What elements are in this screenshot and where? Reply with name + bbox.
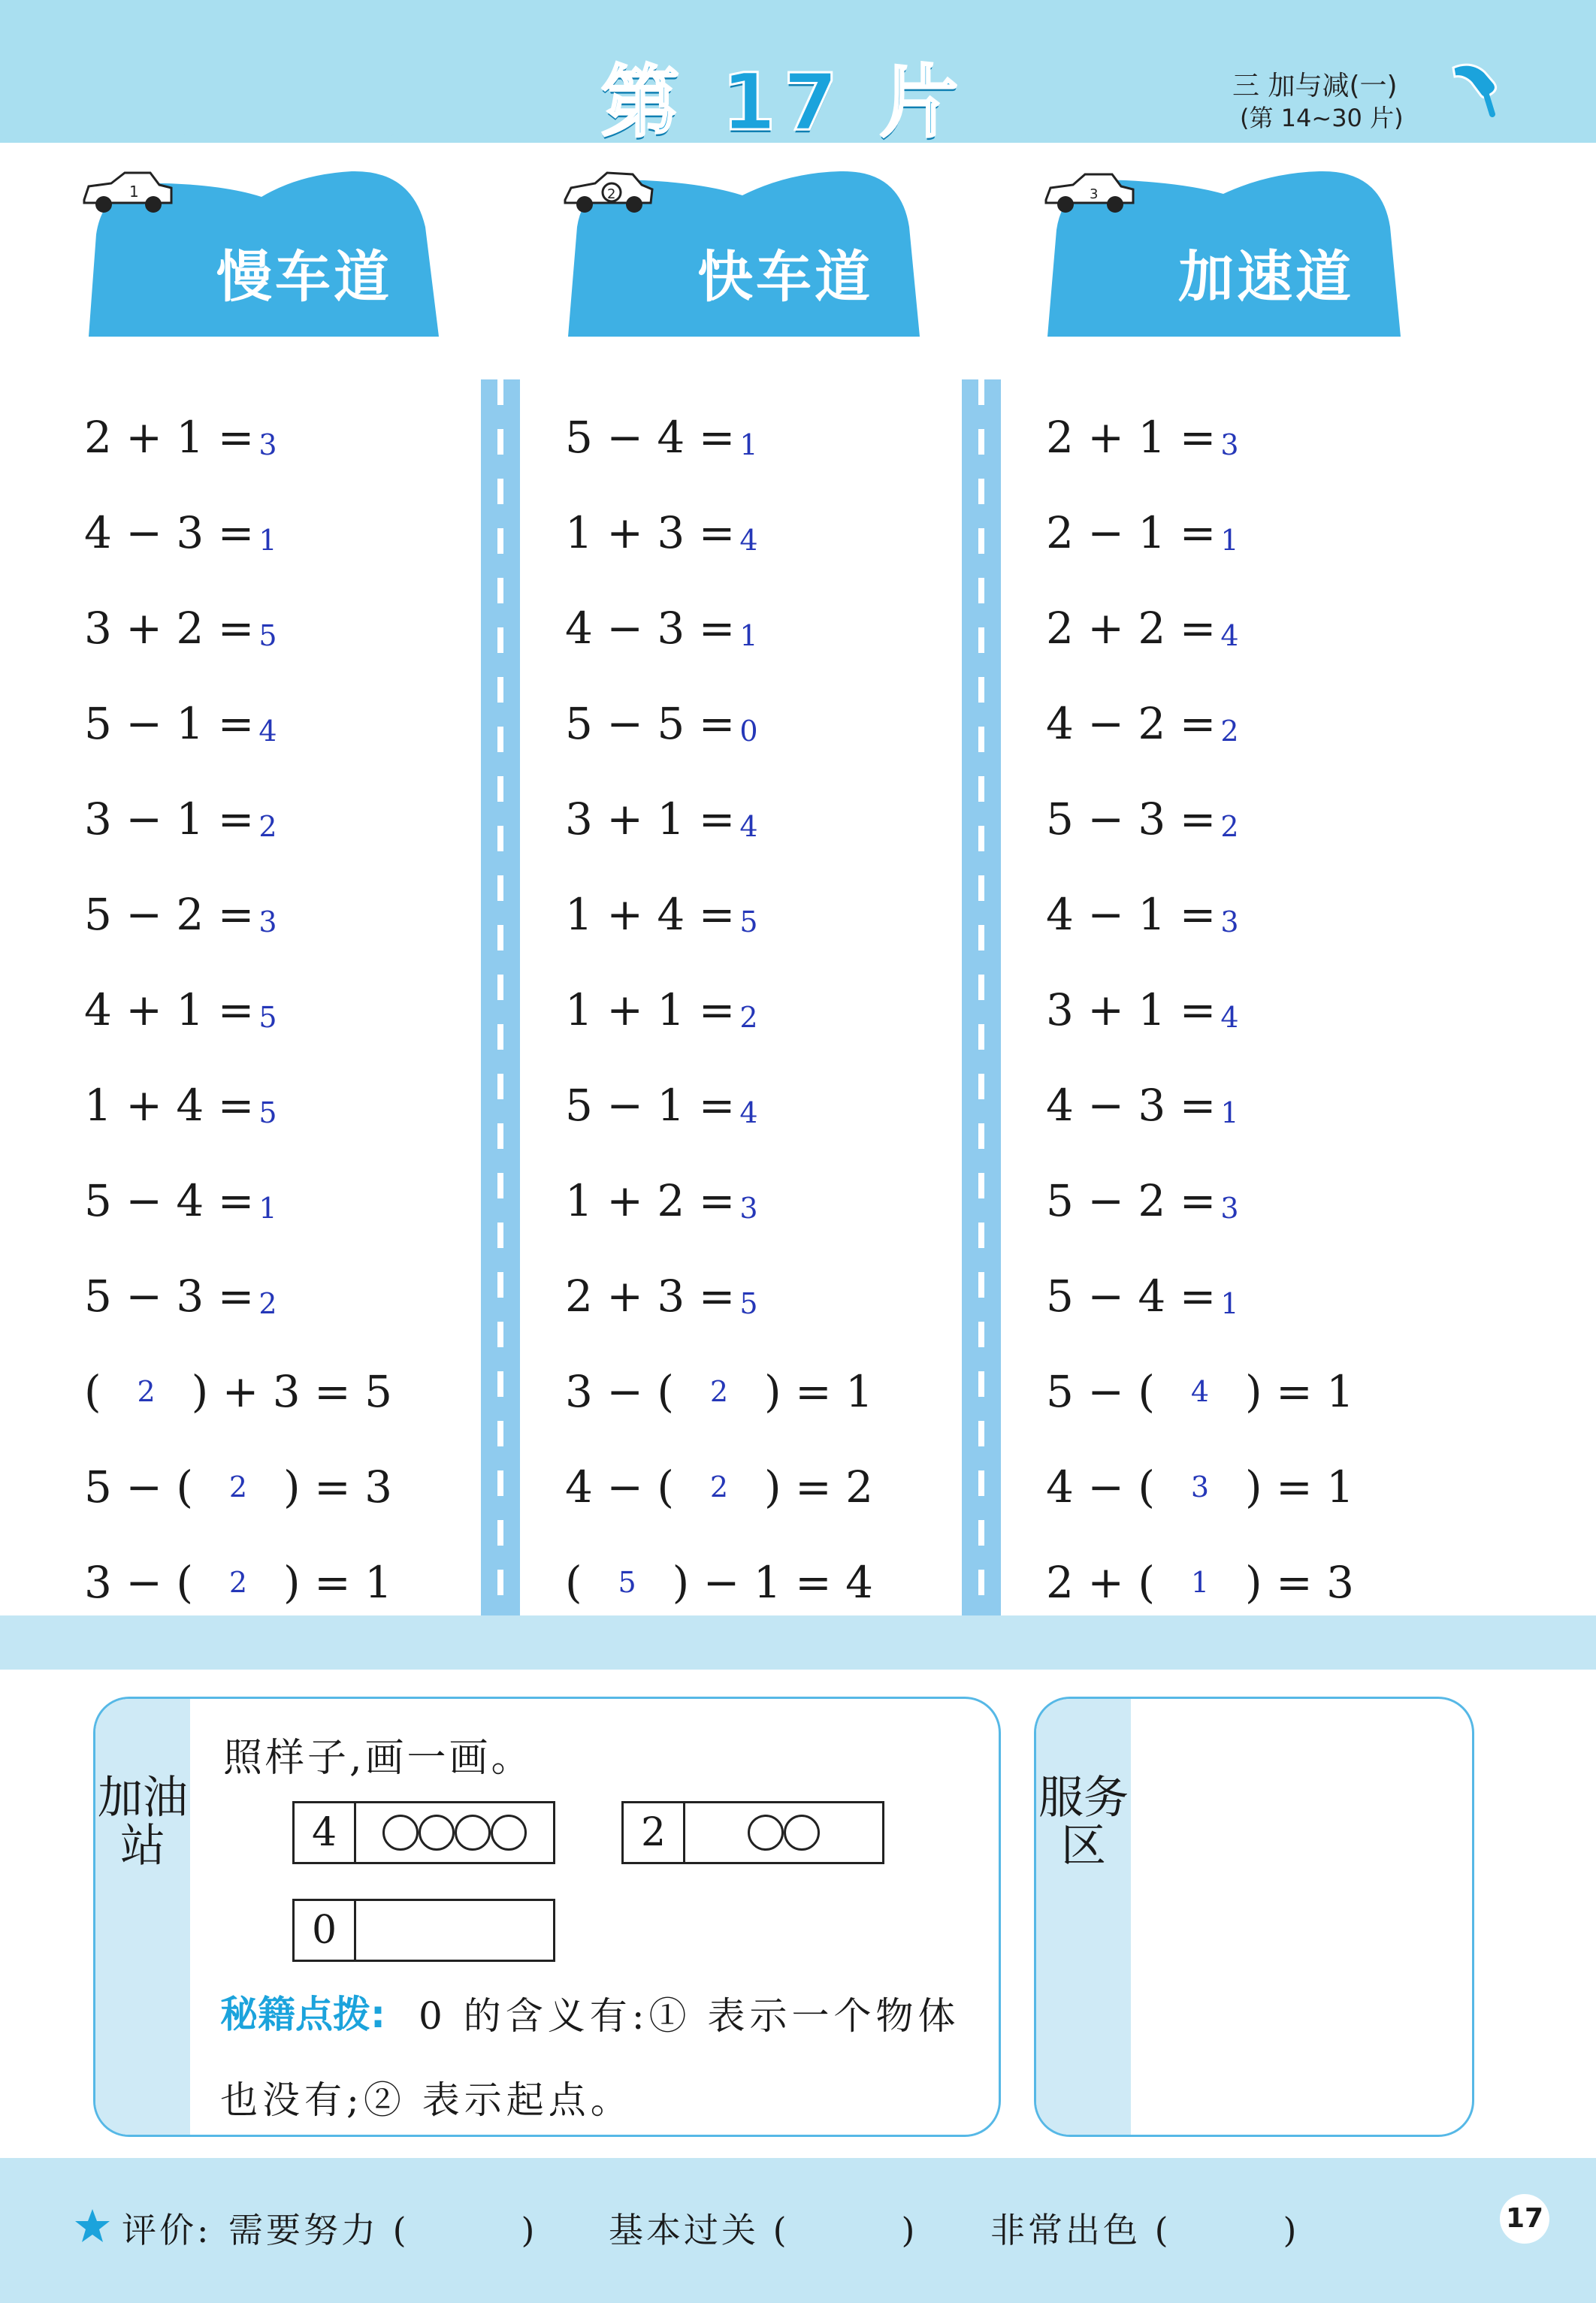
chapter-label: 三 加与减(一)	[1232, 71, 1398, 101]
problem-item	[1046, 389, 1354, 485]
problem-expression: 3 + 1 =	[565, 793, 736, 845]
answer: 4	[739, 1096, 758, 1129]
lane-header-fast	[562, 167, 920, 337]
problem-expression: 5 − 1 =	[565, 1079, 736, 1131]
race-car-icon	[562, 167, 655, 219]
answer: 2	[258, 809, 277, 843]
problem-expression: 1 + 4 =	[565, 888, 736, 940]
fill-in-after: ) = 2	[764, 1461, 873, 1513]
problem-item	[565, 485, 873, 580]
problem-item	[565, 675, 873, 771]
lane-title: 加速道	[1178, 245, 1354, 310]
problem-item	[565, 866, 873, 962]
answer: 1	[258, 523, 277, 557]
fill-in-after: ) = 3	[1245, 1556, 1354, 1608]
answer: 3	[1220, 1191, 1239, 1225]
problem-expression: 2 + 1 =	[84, 411, 255, 463]
problem-expression: 5 − 4 =	[565, 411, 736, 463]
example-number: 2	[624, 1803, 685, 1862]
fill-in-before: 5 − (	[1046, 1365, 1155, 1417]
answer: 0	[739, 714, 758, 748]
evaluation-option-needs-work[interactable]: 需要努力 ( )	[228, 2210, 538, 2250]
road-divider	[481, 379, 520, 1615]
svg-text:2: 2	[607, 186, 616, 202]
fill-in-before: (	[565, 1556, 582, 1608]
problem-expression: 4 + 1 =	[84, 984, 255, 1035]
fill-in-before: 3 − (	[565, 1365, 674, 1417]
fill-in-after: ) = 1	[764, 1365, 873, 1417]
example-number: 0	[295, 1901, 356, 1960]
gas-station-label: 加油站	[98, 1772, 188, 1872]
answer: 3	[258, 905, 277, 938]
panel-side-strip	[1036, 1699, 1131, 2135]
fill-in-before: 2 + (	[1046, 1556, 1155, 1608]
race-car-icon	[1043, 167, 1136, 219]
fill-in-item	[565, 1343, 873, 1439]
problem-item	[84, 771, 392, 866]
answer: 1	[1220, 523, 1239, 557]
star-icon	[74, 2208, 111, 2245]
circle-shape	[491, 1815, 527, 1851]
fill-in-answer[interactable]: 1	[1190, 1565, 1210, 1599]
tip-text: 0 的含义有:① 表示一个物体	[419, 1994, 960, 2038]
problem-item	[84, 962, 392, 1057]
service-area-panel	[1034, 1697, 1474, 2137]
page-title: 第 17 片	[601, 56, 966, 148]
svg-text:1: 1	[129, 183, 139, 201]
problem-expression: 5 − 4 =	[1046, 1270, 1217, 1322]
problem-item	[1046, 1057, 1354, 1153]
page-range-label: (第 14~30 片)	[1240, 104, 1404, 132]
problem-expression: 1 + 4 =	[84, 1079, 255, 1131]
answer: 2	[1220, 714, 1239, 748]
problem-item	[84, 866, 392, 962]
problem-item	[565, 580, 873, 675]
fill-in-answer[interactable]: 2	[228, 1470, 248, 1504]
fill-in-answer[interactable]: 2	[228, 1565, 248, 1599]
circle-shape	[784, 1815, 820, 1851]
answer: 5	[258, 1000, 277, 1034]
race-car-icon	[81, 167, 174, 219]
fill-in-answer[interactable]: 2	[709, 1470, 729, 1504]
fill-in-after: ) = 3	[283, 1461, 392, 1513]
problem-item	[1046, 580, 1354, 675]
lane-header-slow	[81, 167, 439, 337]
fill-in-after: ) = 1	[1245, 1461, 1354, 1513]
fill-in-item	[84, 1343, 392, 1439]
circle-group-empty[interactable]	[356, 1901, 553, 1960]
answer: 1	[1220, 1096, 1239, 1129]
answer: 4	[1220, 1000, 1239, 1034]
circle-group	[685, 1803, 882, 1862]
road-dash	[497, 379, 503, 1615]
example-number: 4	[295, 1803, 356, 1862]
fill-in-answer[interactable]: 4	[1190, 1374, 1210, 1408]
panel-side-strip	[95, 1699, 190, 2135]
tip-label: 秘籍点拨:	[220, 1993, 385, 2036]
fill-in-answer[interactable]: 2	[137, 1374, 156, 1408]
fill-in-answer[interactable]: 5	[618, 1565, 636, 1599]
answer: 4	[739, 523, 758, 557]
problem-item	[1046, 1153, 1354, 1248]
problem-expression: 5 − 5 =	[565, 697, 736, 749]
circle-shape	[455, 1815, 491, 1851]
problem-item	[84, 675, 392, 771]
problem-list-accel	[1046, 389, 1354, 1630]
svg-text:3: 3	[1090, 186, 1099, 202]
problem-expression: 4 − 3 =	[84, 506, 255, 558]
answer: 3	[1220, 428, 1239, 461]
answer: 1	[258, 1191, 277, 1225]
problem-expression: 5 − 3 =	[84, 1270, 255, 1322]
example-box	[292, 1899, 555, 1962]
lane-title: 快车道	[697, 245, 873, 310]
page-number: 17	[1500, 2194, 1549, 2244]
problem-item	[84, 1153, 392, 1248]
problem-expression: 4 − 3 =	[1046, 1079, 1217, 1131]
problem-expression: 5 − 3 =	[1046, 793, 1217, 845]
fill-in-after: ) = 1	[283, 1556, 392, 1608]
gas-station-panel	[93, 1697, 1001, 2137]
problem-expression: 3 + 2 =	[84, 602, 255, 654]
problem-item	[565, 1057, 873, 1153]
example-box	[621, 1801, 884, 1864]
answer: 5	[258, 618, 277, 652]
fill-in-item	[84, 1439, 392, 1534]
problem-item	[1046, 866, 1354, 962]
answer: 2	[1220, 809, 1239, 843]
road-dash	[978, 379, 984, 1615]
exercise-instruction: 照样子,画一画。	[223, 1736, 534, 1781]
problem-expression: 2 + 3 =	[565, 1270, 736, 1322]
road-divider	[962, 379, 1001, 1615]
fill-in-answer[interactable]: 2	[709, 1374, 729, 1408]
answer: 5	[739, 1286, 758, 1320]
answer: 3	[739, 1191, 758, 1225]
fill-in-before: 3 − (	[84, 1556, 193, 1608]
problem-item	[1046, 962, 1354, 1057]
problem-item	[1046, 485, 1354, 580]
answer: 3	[1220, 905, 1239, 938]
problem-expression: 1 + 1 =	[565, 984, 736, 1035]
problem-expression: 2 − 1 =	[1046, 506, 1217, 558]
problem-expression: 5 − 1 =	[84, 697, 255, 749]
problem-expression: 5 − 2 =	[84, 888, 255, 940]
fill-in-after: ) − 1 = 4	[672, 1556, 874, 1608]
fill-in-before: 4 − (	[565, 1461, 674, 1513]
problem-item	[565, 1153, 873, 1248]
problem-item	[84, 1248, 392, 1343]
fill-in-before: 5 − (	[84, 1461, 193, 1513]
fill-in-after: ) + 3 = 5	[191, 1365, 393, 1417]
fill-in-before: 4 − (	[1046, 1461, 1155, 1513]
answer: 5	[258, 1096, 277, 1129]
answer: 2	[739, 1000, 758, 1034]
problem-item	[84, 580, 392, 675]
footer-band	[0, 2158, 1596, 2303]
problem-list-fast	[565, 389, 873, 1630]
answer: 1	[1220, 1286, 1239, 1320]
fill-in-item	[1046, 1439, 1354, 1534]
tip-text: 也没有;② 表示起点。	[220, 2078, 633, 2122]
example-box	[292, 1801, 555, 1864]
service-area-label: 服务区	[1038, 1772, 1129, 1872]
problem-item	[84, 1057, 392, 1153]
answer: 1	[739, 618, 758, 652]
problem-expression: 1 + 3 =	[565, 506, 736, 558]
circle-shape	[419, 1815, 455, 1851]
problem-item	[1046, 771, 1354, 866]
problem-item	[1046, 675, 1354, 771]
circle-shape	[748, 1815, 784, 1851]
problem-expression: 4 − 3 =	[565, 602, 736, 654]
problem-expression: 4 − 1 =	[1046, 888, 1217, 940]
problem-item	[565, 962, 873, 1057]
problem-item	[565, 1248, 873, 1343]
fill-in-answer[interactable]: 3	[1190, 1470, 1210, 1504]
fill-in-item	[565, 1439, 873, 1534]
fuel-nozzle-icon	[1449, 60, 1501, 120]
problem-expression: 4 − 2 =	[1046, 697, 1217, 749]
circle-shape	[382, 1815, 419, 1851]
answer: 1	[739, 428, 758, 461]
problem-item	[84, 485, 392, 580]
fill-in-item	[1046, 1343, 1354, 1439]
problem-item	[1046, 1248, 1354, 1343]
answer: 2	[258, 1286, 277, 1320]
evaluation-label: 评价:	[122, 2210, 212, 2250]
problem-item	[84, 389, 392, 485]
problem-expression: 3 − 1 =	[84, 793, 255, 845]
lane-header-accel	[1043, 167, 1401, 337]
answer: 5	[739, 905, 758, 938]
answer: 3	[258, 428, 277, 461]
section-divider-band	[0, 1615, 1596, 1670]
fill-in-before: (	[84, 1365, 101, 1417]
problem-expression: 2 + 1 =	[1046, 411, 1217, 463]
problem-item	[565, 389, 873, 485]
answer: 4	[258, 714, 277, 748]
answer: 4	[1220, 618, 1239, 652]
problem-list-slow	[84, 389, 392, 1630]
circle-group	[356, 1803, 553, 1862]
problem-expression: 3 + 1 =	[1046, 984, 1217, 1035]
problem-expression: 5 − 2 =	[1046, 1174, 1217, 1226]
evaluation-option-pass[interactable]: 基本过关 ( )	[609, 2210, 918, 2250]
problem-expression: 2 + 2 =	[1046, 602, 1217, 654]
fill-in-after: ) = 1	[1245, 1365, 1354, 1417]
problem-expression: 5 − 4 =	[84, 1174, 255, 1226]
problem-item	[565, 771, 873, 866]
evaluation-option-excellent[interactable]: 非常出色 ( )	[990, 2210, 1300, 2250]
lane-title: 慢车道	[216, 245, 392, 310]
answer: 4	[739, 809, 758, 843]
problem-expression: 1 + 2 =	[565, 1174, 736, 1226]
